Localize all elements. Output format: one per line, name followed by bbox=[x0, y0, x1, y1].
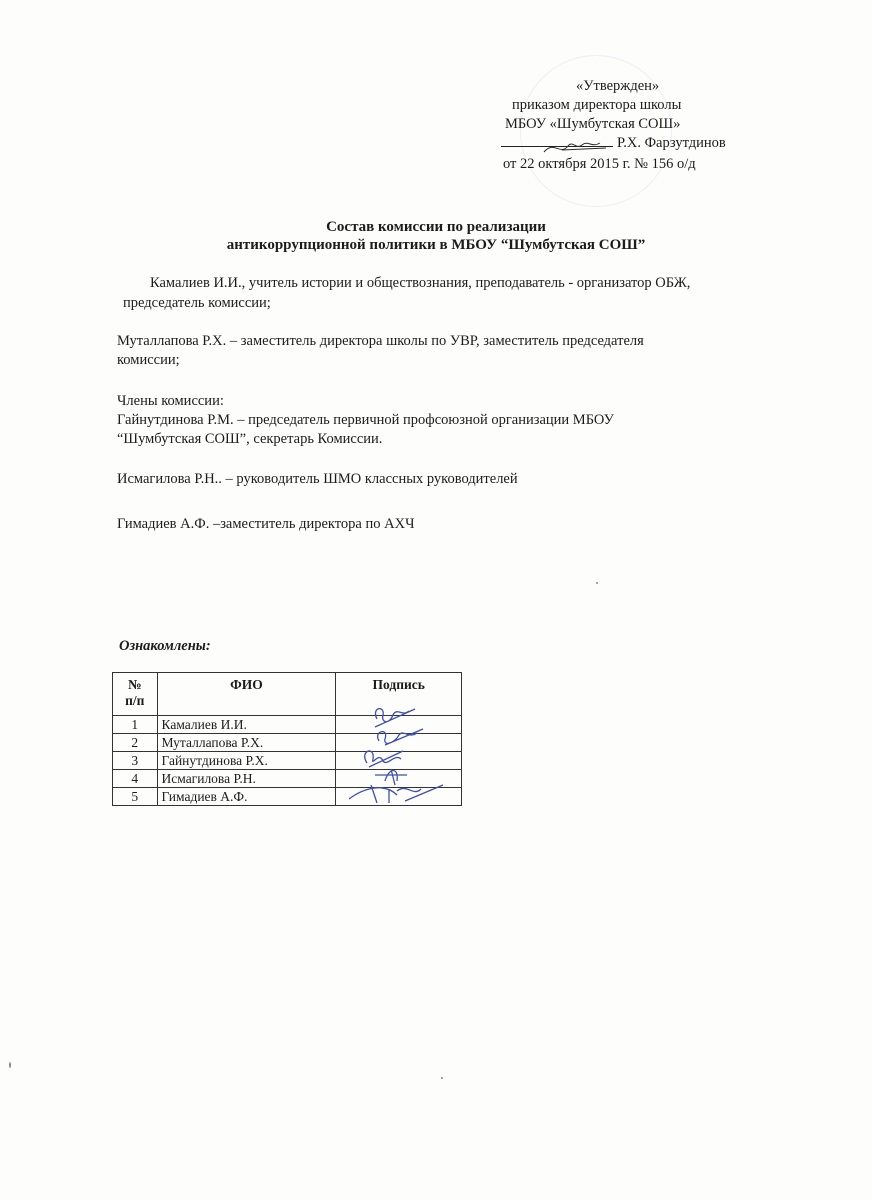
signature-2 bbox=[378, 729, 423, 745]
row-fio: Муталлапова Р.Х. bbox=[157, 734, 336, 752]
approval-line-2: приказом директора школы bbox=[512, 97, 682, 113]
header-fio: ФИО bbox=[157, 673, 336, 716]
chair-text-2: председатель комиссии; bbox=[123, 295, 271, 311]
member-2-text: Исмагилова Р.Н.. – руководитель ШМО классных руководителей bbox=[117, 471, 518, 487]
row-number: 2 bbox=[113, 734, 158, 752]
signature-1 bbox=[375, 709, 415, 727]
row-fio: Исмагилова Р.Н. bbox=[157, 770, 336, 788]
scan-speck bbox=[9, 1062, 11, 1068]
members-heading: Члены комиссии: bbox=[117, 393, 224, 409]
header-number-2: п/п bbox=[125, 693, 145, 708]
row-fio: Гайнутдинова Р.Х. bbox=[157, 752, 336, 770]
director-name: Р.Х. Фарзутдинов bbox=[617, 135, 726, 151]
acknowledged-label: Ознакомлены: bbox=[119, 638, 211, 654]
signature-4 bbox=[375, 769, 407, 785]
handwritten-signatures bbox=[345, 705, 445, 805]
signature-5 bbox=[349, 785, 443, 803]
row-number: 5 bbox=[113, 788, 158, 806]
deputy-text-1: Муталлапова Р.Х. – заместитель директора школы по УВР, заместитель председателя bbox=[117, 333, 644, 349]
member-1-text-2: “Шумбутская СОШ”, секретарь Комиссии. bbox=[117, 431, 383, 447]
deputy-text-2: комиссии; bbox=[117, 352, 180, 368]
header-signature: Подпись bbox=[336, 673, 462, 716]
scan-speck bbox=[596, 582, 598, 584]
header-number-1: № bbox=[127, 677, 142, 692]
chair-text-1: Камалиев И.И., учитель истории и обществознания, преподаватель - организатор ОБЖ, bbox=[150, 275, 691, 291]
approval-line-1: «Утвержден» bbox=[576, 78, 660, 94]
row-number: 1 bbox=[113, 716, 158, 734]
row-number: 3 bbox=[113, 752, 158, 770]
row-number: 4 bbox=[113, 770, 158, 788]
approval-line-3: МБОУ «Шумбутская СОШ» bbox=[505, 116, 681, 132]
member-3-text: Гимадиев А.Ф. –заместитель директора по АХЧ bbox=[117, 516, 415, 532]
approval-director-line bbox=[501, 134, 726, 153]
approval-order: от 22 октября 2015 г. № 156 о/д bbox=[503, 156, 696, 172]
member-1-text-1: Гайнутдинова Р.М. – председатель первичной профсоюзной организации МБОУ bbox=[117, 412, 614, 428]
row-fio: Гимадиев А.Ф. bbox=[157, 788, 336, 806]
page-title-line-2: антикоррупционной политики в МБОУ “Шумбутская СОШ” bbox=[226, 237, 646, 253]
row-fio: Камалиев И.И. bbox=[157, 716, 336, 734]
signature-3 bbox=[365, 751, 403, 767]
scan-speck bbox=[441, 1077, 443, 1079]
page-title-line-1: Состав комиссии по реализации bbox=[326, 219, 546, 235]
header-number bbox=[113, 673, 158, 716]
